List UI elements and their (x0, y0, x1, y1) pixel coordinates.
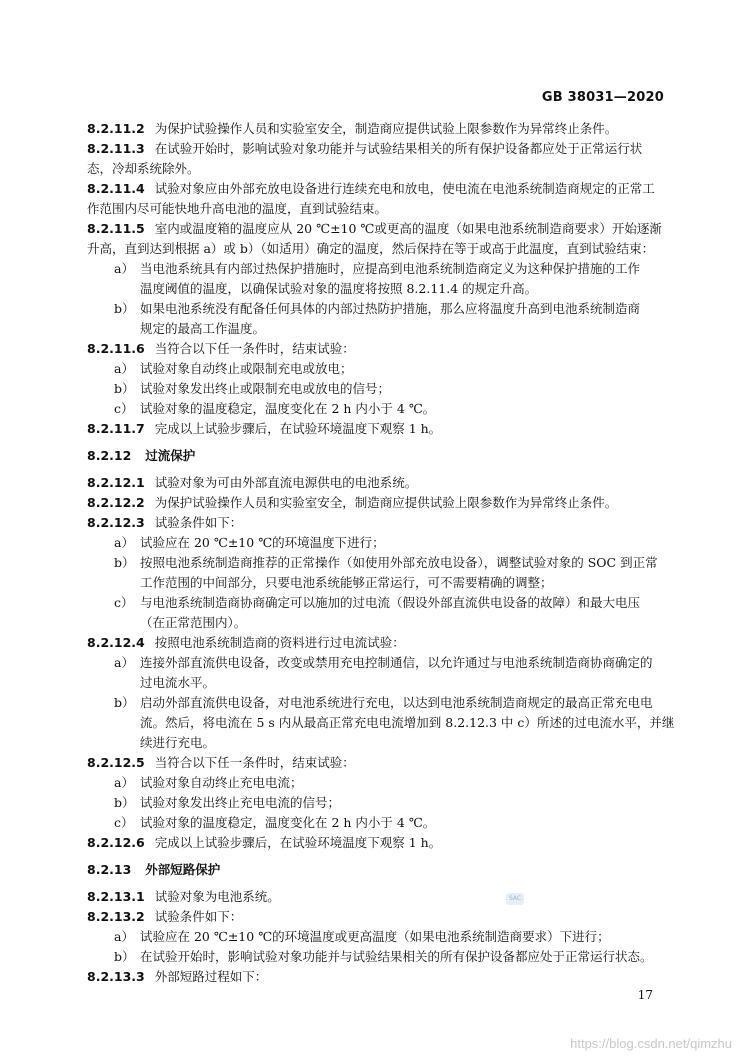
section-title: 过流保护 (145, 448, 196, 463)
list-item (87, 399, 675, 419)
clause-number: 8.2.11.6 (87, 341, 145, 356)
list-item-text: 当电池系统具有内部过热保护措施时，应提高到电池系统制造商定义为这种保护措施的工作 (140, 261, 641, 276)
list-marker: a） (114, 361, 134, 376)
document-body (87, 119, 675, 987)
list-item (87, 693, 675, 713)
clause-line (87, 887, 675, 907)
clause-text: 室内或温度箱的温度应从 20 ℃±10 ℃或更高的温度（如果电池系统制造商要求）开始逐渐 (154, 221, 662, 236)
list-marker: b） (114, 555, 135, 570)
list-item-text: 按照电池系统制造商推荐的正常操作（如使用外部充放电设备），调整试验对象的 SOC 到正常 (140, 555, 658, 570)
clause-line (87, 119, 675, 139)
list-item (87, 593, 675, 613)
clause-text: 试验条件如下： (154, 909, 243, 924)
clause-number: 8.2.13.3 (87, 969, 145, 984)
clause-number: 8.2.11.2 (87, 121, 145, 136)
clause-line (87, 833, 675, 853)
clause-number: 8.2.11.3 (87, 141, 145, 156)
clause-number: 8.2.12.6 (87, 835, 145, 850)
clause-text: 试验条件如下： (154, 515, 243, 530)
list-item (87, 533, 675, 553)
list-marker: b） (114, 381, 135, 396)
list-item-text: 试验应在 20 ℃±10 ℃的环境温度或更高温度（如果电池系统制造商要求）下进行； (140, 929, 610, 944)
list-item-text: 试验对象发出终止充电电流的信号； (140, 795, 341, 810)
list-item (87, 299, 675, 319)
clause-line (87, 513, 675, 533)
clause-continuation: 态，冷却系统除外。 (87, 161, 200, 176)
clause-text: 为保护试验操作人员和实验室安全，制造商应提供试验上限参数作为异常终止条件。 (154, 495, 618, 510)
list-marker: a） (114, 261, 134, 276)
section-heading (87, 860, 675, 880)
clause-continuation: 升高，直到达到根据 a）或 b）（如适用）确定的温度，然后保持在等于或高于此温度，直到试验结束： (87, 241, 655, 256)
clause-text: 完成以上试验步骤后，在试验环境温度下观察 1 h。 (154, 421, 442, 436)
section-heading (87, 446, 675, 466)
list-item (87, 359, 675, 379)
list-marker: c） (114, 595, 134, 610)
list-item-text: 试验对象的温度稳定，温度变化在 2 h 内小于 4 ℃。 (140, 401, 436, 416)
clause-number: 8.2.12.1 (87, 475, 145, 490)
list-marker: b） (114, 795, 135, 810)
clause-line (87, 139, 675, 159)
clause-number: 8.2.13.2 (87, 909, 145, 924)
clause-line (87, 419, 675, 439)
list-item (87, 793, 675, 813)
clause-text: 试验对象为可由外部直流电源供电的电池系统。 (154, 475, 418, 490)
list-item-continuation: 规定的最高工作温度。 (140, 321, 266, 336)
list-item (87, 813, 675, 833)
list-item-continuation: （在正常范围内）。 (140, 615, 247, 630)
list-marker: b） (114, 949, 135, 964)
section-number: 8.2.12 (87, 448, 132, 463)
clause-line (87, 967, 675, 987)
list-item-text: 与电池系统制造商协商确定可以施加的过电流（假设外部直流供电设备的故障）和最大电压 (140, 595, 641, 610)
clause-line (87, 493, 675, 513)
list-item-text: 在试验开始时，影响试验对象功能并与试验结果相关的所有保护设备都应处于正常运行状态。 (140, 949, 653, 964)
clause-line (87, 219, 675, 239)
list-item-continuation: 过电流水平。 (140, 675, 216, 690)
clause-number: 8.2.11.7 (87, 421, 145, 436)
clause-text: 外部短路过程如下： (154, 969, 268, 984)
list-item-text: 如果电池系统没有配备任何具体的内部过热防护措施，那么应将温度升高到电池系统制造商 (140, 301, 641, 316)
list-marker: c） (114, 401, 134, 416)
logo-icon: SAC (506, 893, 524, 905)
clause-number: 8.2.11.5 (87, 221, 145, 236)
clause-line (87, 179, 675, 199)
clause-continuation: 作范围内尽可能快地升高电池的温度，直到试验结束。 (87, 201, 388, 216)
list-item (87, 947, 675, 967)
list-item (87, 773, 675, 793)
list-item-continuation: 续进行充电。 (140, 735, 216, 750)
list-item-text: 试验对象发出终止或限制充电或放电的信号； (140, 381, 391, 396)
list-marker: b） (114, 695, 135, 710)
standard-code: GB 38031—2020 (541, 90, 664, 105)
list-item-text: 试验应在 20 ℃±10 ℃的环境温度下进行； (140, 535, 385, 550)
clause-line (87, 633, 675, 653)
clause-number: 8.2.12.4 (87, 635, 145, 650)
list-item (87, 927, 675, 947)
clause-line (87, 473, 675, 493)
clause-text: 为保护试验操作人员和实验室安全，制造商应提供试验上限参数作为异常终止条件。 (154, 121, 618, 136)
clause-text: 试验对象应由外部充放电设备进行连续充电和放电，使电流在电池系统制造商规定的正常工 (154, 181, 655, 196)
list-marker: a） (114, 775, 134, 790)
section-number: 8.2.13 (87, 862, 132, 877)
clause-line (87, 907, 675, 927)
clause-text: 按照电池系统制造商的资料进行过电流试验： (154, 635, 405, 650)
list-marker: c） (114, 815, 134, 830)
list-item-text: 试验对象的温度稳定，温度变化在 2 h 内小于 4 ℃。 (140, 815, 436, 830)
clause-text: 试验对象为电池系统。 (154, 889, 280, 904)
list-marker: a） (114, 655, 134, 670)
list-item (87, 259, 675, 279)
list-marker: b） (114, 301, 135, 316)
page-number: 17 (637, 988, 653, 1002)
clause-line (87, 753, 675, 773)
clause-number: 8.2.12.2 (87, 495, 145, 510)
list-item-text: 试验对象自动终止或限制充电或放电； (140, 361, 353, 376)
clause-line (87, 339, 675, 359)
list-item (87, 653, 675, 673)
list-item (87, 553, 675, 573)
list-item-text: 连接外部直流供电设备，改变或禁用充电控制通信，以允许通过与电池系统制造商协商确定的 (140, 655, 653, 670)
clause-text: 当符合以下任一条件时，结束试验： (154, 755, 355, 770)
list-item (87, 379, 675, 399)
clause-number: 8.2.12.5 (87, 755, 145, 770)
list-marker: a） (114, 929, 134, 944)
clause-number: 8.2.12.3 (87, 515, 145, 530)
clause-number: 8.2.11.4 (87, 181, 145, 196)
list-item-continuation: 流。然后，将电流在 5 s 内从最高正常充电电流增加到 8.2.12.3 中 c）所述的过电流水平，并继 (140, 715, 675, 730)
list-item-continuation: 温度阈值的温度，以确保试验对象的温度将按照 8.2.11.4 的规定升高。 (140, 281, 538, 296)
list-item-text: 启动外部直流供电设备，对电池系统进行充电，以达到电池系统制造商规定的最高正常充电电 (140, 695, 653, 710)
clause-text: 完成以上试验步骤后，在试验环境温度下观察 1 h。 (154, 835, 442, 850)
clause-text: 在试验开始时，影响试验对象功能并与试验结果相关的所有保护设备都应处于正常运行状 (154, 141, 643, 156)
clause-text: 当符合以下任一条件时，结束试验： (154, 341, 355, 356)
watermark-text: https://blog.csdn.net/qimzhu (570, 1036, 732, 1051)
list-marker: a） (114, 535, 134, 550)
section-title: 外部短路保护 (145, 862, 221, 877)
list-item-text: 试验对象自动终止充电电流； (140, 775, 303, 790)
clause-number: 8.2.13.1 (87, 889, 145, 904)
list-item-continuation: 工作范围的中间部分，只要电池系统能够正常运行，可不需要精确的调整； (140, 575, 553, 590)
